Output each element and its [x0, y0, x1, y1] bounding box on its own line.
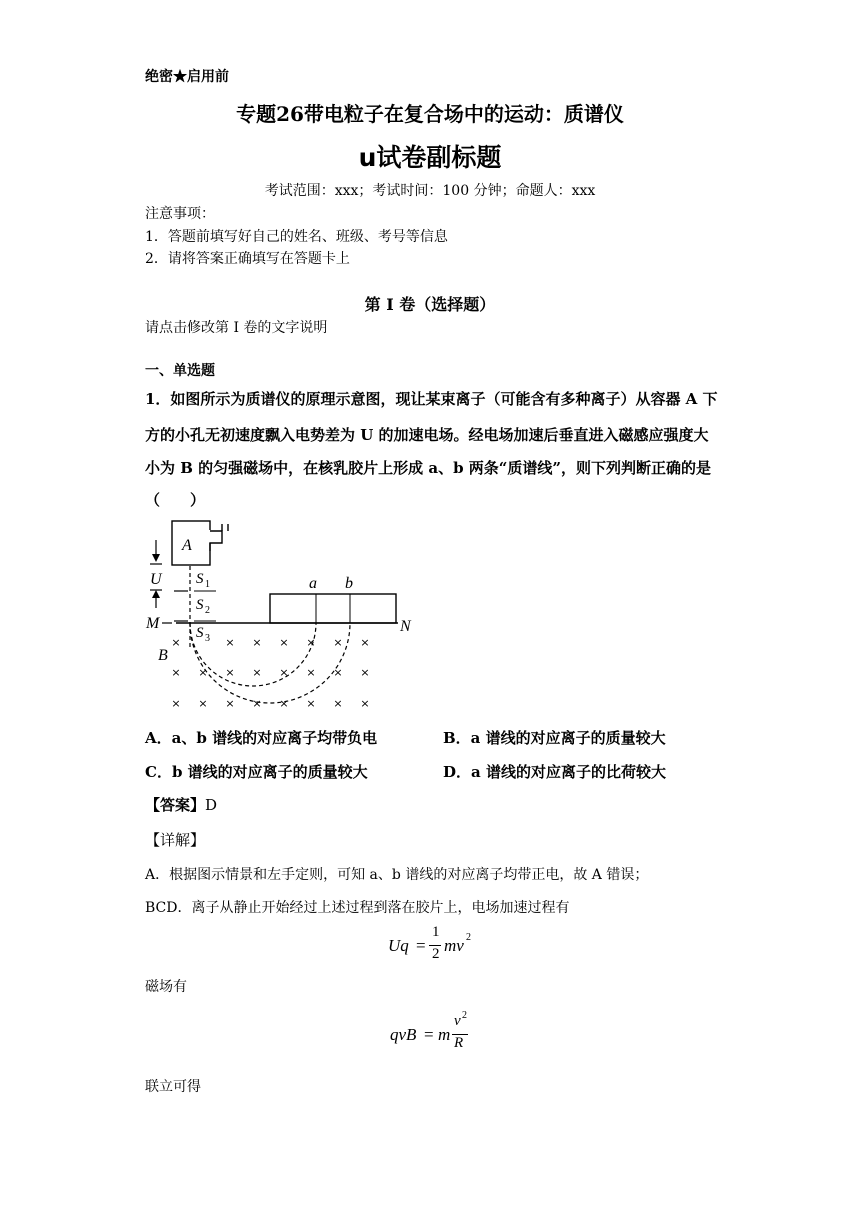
svg-text:1: 1: [205, 579, 210, 590]
svg-text:×: ×: [225, 666, 235, 679]
svg-text:×: ×: [360, 666, 370, 679]
question-stem-line-1: 1．如图所示为质谱仪的原理示意图，现让某束离子（可能含有多种离子）从容器 A 下: [145, 390, 718, 408]
spectral-line-b-label: b: [345, 575, 353, 592]
exam-info: 考试范围：xxx；考试时间：100 分钟；命题人：xxx: [264, 183, 596, 199]
question-stem-line-4: （ ）: [145, 491, 206, 509]
section-description: 请点击修改第 I 卷的文字说明: [145, 320, 328, 336]
question-group-heading: 一、单选题: [145, 363, 215, 379]
svg-text:×: ×: [333, 666, 343, 679]
photographic-film: [270, 594, 396, 623]
document-subtitle: u试卷副标题: [358, 143, 502, 172]
svg-text:×: ×: [252, 636, 262, 649]
notes-heading: 注意事项：: [145, 206, 215, 222]
slit-s2-label: S: [196, 597, 204, 613]
svg-text:×: ×: [252, 666, 262, 679]
svg-text:×: ×: [333, 697, 343, 710]
spectral-line-a-label: a: [309, 575, 317, 592]
boundary-label-n: N: [400, 618, 411, 635]
explanation-line-a: A．根据图示情景和左手定则，可知 a、b 谱线的对应离子均带正电，故 A 错误；: [145, 867, 649, 883]
mass-spectrometer-diagram: [140, 518, 430, 720]
svg-text:×: ×: [171, 697, 181, 710]
svg-text:×: ×: [198, 697, 208, 710]
magnetic-field-text: 磁场有: [145, 979, 187, 995]
answer-row: [145, 794, 217, 815]
svg-text:×: ×: [306, 666, 316, 679]
formula-energy: Uq = 1 2 mv 2: [388, 924, 471, 962]
combine-text: 联立可得: [145, 1079, 201, 1095]
detail-label: 【详解】: [145, 831, 206, 849]
secret-mark: 绝密★启用前: [145, 69, 229, 85]
svg-text:2: 2: [205, 605, 210, 616]
svg-text:×: ×: [225, 636, 235, 649]
voltage-label: U: [150, 571, 162, 588]
svg-text:×: ×: [306, 636, 316, 649]
document-title: 专题26带电粒子在复合场中的运动：质谱仪: [236, 102, 624, 126]
question-stem-line-2: 方的小孔无初速度飘入电势差为 U 的加速电场。经电场加速后垂直进入磁感应强度大: [145, 426, 709, 444]
magnetic-field-marks: [171, 636, 369, 710]
option-b[interactable]: B．a 谱线的对应离子的质量较大: [443, 729, 666, 747]
question-stem-line-3: 小为 B 的匀强磁场中，在核乳胶片上形成 a、b 两条“质谱线”，则下列判断正确的是: [145, 459, 712, 477]
container-label: A: [182, 537, 192, 554]
svg-text:×: ×: [198, 666, 208, 679]
formula-magnetic: qvB = m v 2 R: [390, 1010, 467, 1051]
svg-text:×: ×: [252, 697, 262, 710]
svg-text:×: ×: [171, 636, 181, 649]
notes-item-2: 2．请将答案正确填写在答题卡上: [145, 251, 350, 267]
arrow-down-icon: [152, 554, 160, 562]
answer-label: 【答案】: [145, 796, 206, 814]
boundary-label-m: M: [146, 615, 160, 632]
explanation-line-bcd: BCD．离子从静止开始经过上述过程到落在胶片上，电场加速过程有: [145, 900, 570, 916]
svg-text:×: ×: [279, 666, 289, 679]
magnetic-field-label: B: [158, 647, 168, 664]
svg-text:×: ×: [279, 636, 289, 649]
section-title: 第 I 卷（选择题）: [364, 295, 496, 314]
option-a[interactable]: A．a、b 谱线的对应离子均带负电: [145, 729, 378, 747]
svg-text:×: ×: [225, 697, 235, 710]
trajectory-b: [190, 623, 350, 703]
svg-text:×: ×: [171, 666, 181, 679]
svg-text:×: ×: [306, 697, 316, 710]
answer-value: D: [205, 796, 218, 814]
svg-text:3: 3: [205, 633, 210, 644]
svg-text:×: ×: [360, 636, 370, 649]
notes-item-1: 1．答题前填写好自己的姓名、班级、考号等信息: [145, 229, 448, 245]
option-d[interactable]: D．a 谱线的对应离子的比荷较大: [443, 763, 666, 781]
option-c[interactable]: C．b 谱线的对应离子的质量较大: [145, 763, 368, 781]
slit-s3-label: S: [196, 625, 204, 641]
svg-text:×: ×: [279, 697, 289, 710]
svg-text:×: ×: [333, 636, 343, 649]
slit-s1-label: S: [196, 571, 204, 587]
svg-text:×: ×: [360, 697, 370, 710]
